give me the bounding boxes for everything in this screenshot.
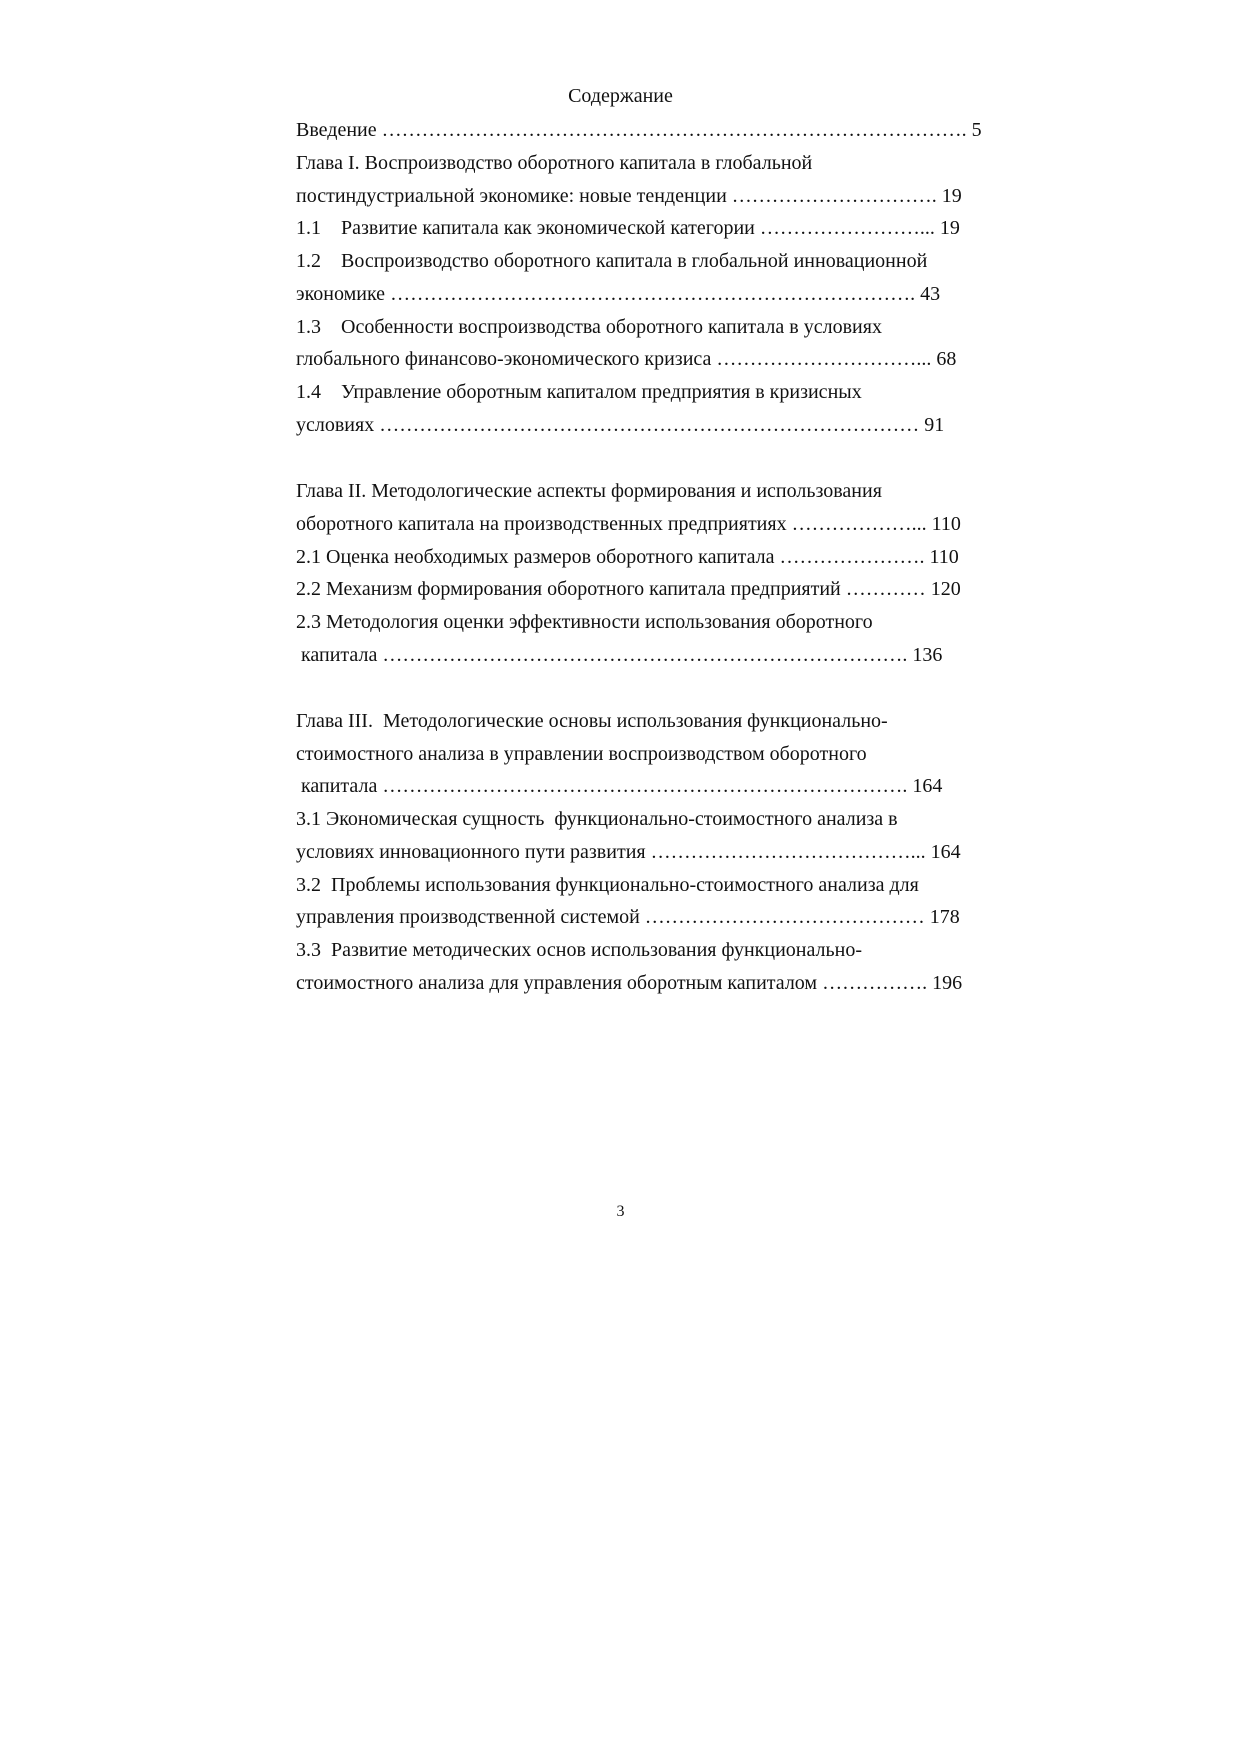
toc-line: Глава II. Методологические аспекты формирования и использования: [296, 480, 882, 502]
toc-line: 2.3 Методология оценки эффективности использования оборотного: [296, 611, 873, 633]
toc-line: экономике ……………………………………………………………………. 43: [296, 283, 941, 305]
toc-line: 1.1 Развитие капитала как экономической категории ……………………... 19: [296, 217, 960, 239]
toc-line: Глава I. Воспроизводство оборотного капитала в глобальной: [296, 152, 813, 174]
toc-line: 1.3 Особенности воспроизводства оборотного капитала в условиях: [296, 316, 882, 338]
page-title: Содержание: [568, 85, 673, 107]
toc-line: стоимостного анализа для управления оборотным капиталом ……………. 196: [296, 972, 963, 994]
toc-line: 2.1 Оценка необходимых размеров оборотного капитала …………………. 110: [296, 546, 959, 568]
toc-line: 3.3 Развитие методических основ использования функционально-: [296, 939, 863, 961]
toc-line: 3.2 Проблемы использования функционально-стоимостного анализа для: [296, 874, 919, 896]
toc-line: глобального финансово-экономического кризиса …………………………... 68: [296, 348, 957, 370]
page-number: 3: [616, 1203, 625, 1220]
toc-line: управления производственной системой …………………………………… 178: [296, 906, 960, 928]
toc-line: постиндустриальной экономике: новые тенденции …………………………. 19: [296, 185, 962, 207]
toc-line: 1.4 Управление оборотным капиталом предприятия в кризисных: [296, 381, 862, 403]
toc-line: 1.2 Воспроизводство оборотного капитала в глобальной инновационной: [296, 250, 928, 272]
toc-line: 2.2 Механизм формирования оборотного капитала предприятий ………… 120: [296, 578, 961, 600]
toc-line: условиях ……………………………………………………………………… 91: [296, 414, 945, 436]
toc-line: условиях инновационного пути развития …………………………………... 164: [296, 841, 961, 863]
toc-line: Введение ……………………………………………………………………………. 5: [296, 119, 982, 141]
toc-line: Глава III. Методологические основы использования функционально-: [296, 710, 888, 732]
toc-line: стоимостного анализа в управлении воспроизводством оборотного: [296, 743, 867, 765]
toc-line: 3.1 Экономическая сущность функционально-стоимостного анализа в: [296, 808, 898, 830]
toc-line: капитала ……………………………………………………………………. 136: [296, 644, 943, 666]
toc-line: оборотного капитала на производственных предприятиях ………………... 110: [296, 513, 961, 535]
toc-line: капитала ……………………………………………………………………. 164: [296, 775, 943, 797]
